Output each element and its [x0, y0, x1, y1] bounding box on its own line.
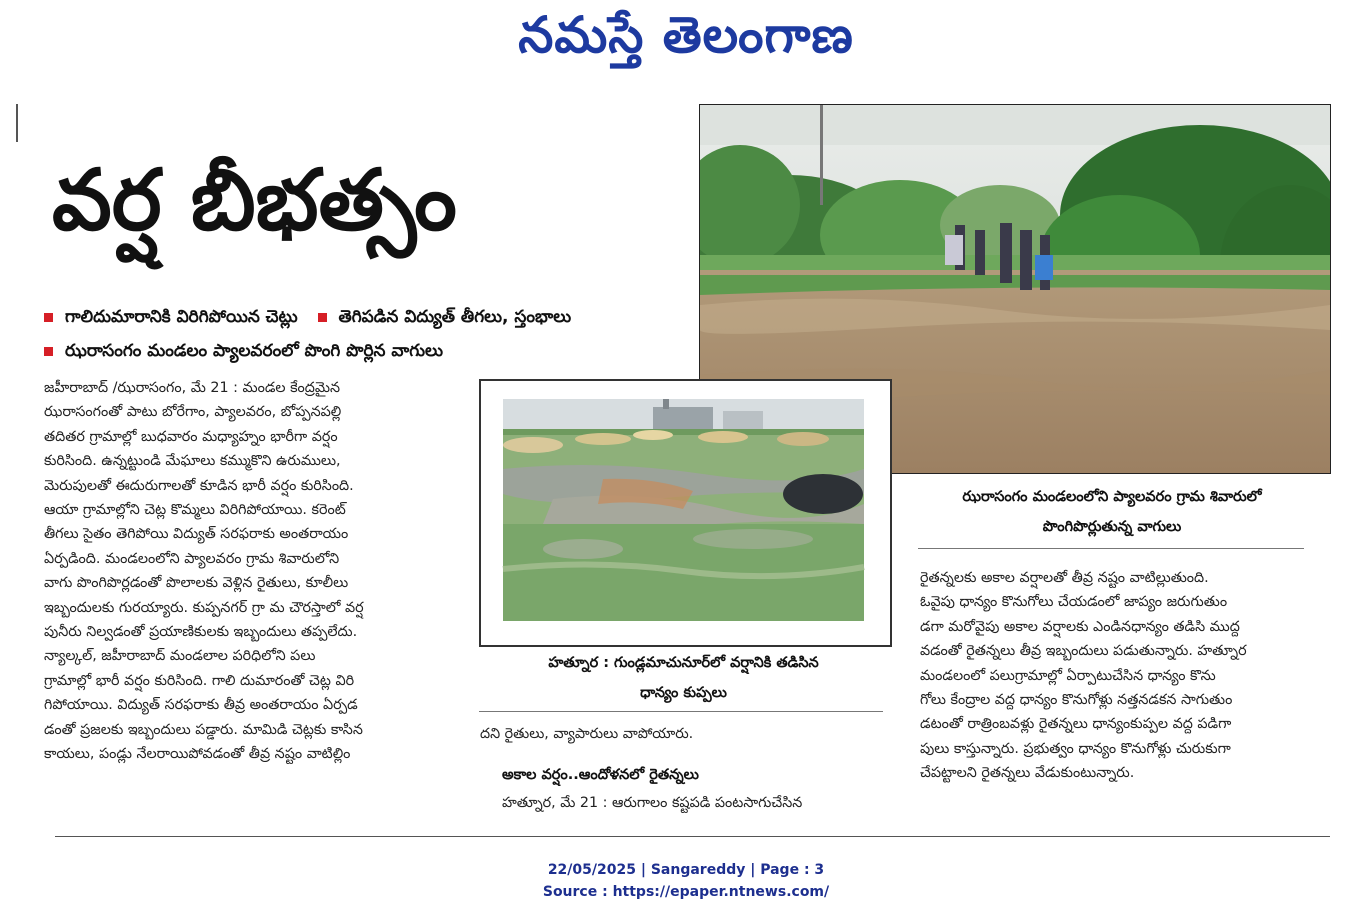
subhead-body: హత్నూర, మే 21 : ఆరుగాలం కష్టపడి పంటసాగుచేసిన — [502, 795, 803, 811]
bullet-square-icon — [44, 347, 53, 356]
middle-caption-divider — [479, 711, 883, 712]
bullet-text: తెగిపడిన విద్యుత్ తీగలు, స్తంభాలు — [338, 307, 572, 327]
body-column-left: జహీరాబాద్ /ఝరాసంగం, మే 21 : మండల కేంద్రమైన ఝరాసంగంతో పాటు బోరేగాం, ప్యాలవరం, బోప్పనపల్లి తదితర గ్రామాల్లో బుధవారం మధ్యాహ్నం భారీగా వర్షం కురిసింది. ఉన్నట్టుండి మేఘాలు కమ్ముకొని ఉరుములు, మెరుపులతో ఈదురుగాలతో కూడిన భారీ వర్షం కురిసింది. ఆయా గ్రామాల్లోని చెట్ల కొమ్మలు విరిగిపోయాయి. కరెంట్ తీగలు సైతం తెగిపోయి విద్యుత్ సరఫరాకు అంతరాయం ఏర్పడింది. మండలంలోని ప్యాలవరం గ్రామ శివారులోని వాగు పొంగిపొర్లడంతో పొలాలకు వెళ్లిన రైతులు, కూలీలు ఇబ్బందులకు గురయ్యారు. కుప్పనగర్ గ్రా మ చౌరస్తాలో వర్ష పునీరు నిల్వడంతో ప్రయాణికులకు ఇబ్బందులు తప్పలేదు. న్యాల్కల్, జహీరాబాద్ మండలాల పరిధిలోని పలు గ్రామాల్లో భారీ వర్షం కురిసింది. గాలి దుమారంతో చెట్ల విరి గిపోయాయి. విద్యుత్ సరఫరాకు తీవ్ర అంతరాయం ఏర్పడ డంతో ప్రజలకు ఇబ్బందులు పడ్డారు. మామిడి చెట్లకు కాసిన కాయలు, పండ్లు నేలరాయిపోవడంతో తీవ్ర నష్టం వాటిల్లిం — [44, 380, 364, 763]
middle-photo-caption: హత్నూర : గుండ్లమాచునూర్‌లో వర్షానికి తడిసిన ధాన్యం కుప్పలు — [548, 655, 819, 701]
right-caption-divider — [918, 548, 1304, 549]
subhead: అకాల వర్షం..ఆందోళనలో రైతన్నలు — [502, 767, 699, 783]
body-column-right: రైతన్నలకు అకాల వర్షాలతో తీవ్ర నష్టం వాటిల్లుతుంది. ఓవైపు ధాన్యం కొనుగోలు చేయడంలో జాప్యం జరుగుతుం డగా మరోవైపు అకాల వర్షాలకు ఎండినధాన్యం తడిసి ముద్ద వడంతో రైతన్నలు తీవ్ర ఇబ్బందులు పడుతున్నారు. హత్నూర మండలంలో పలుగ్రామాల్లో ఏర్పాటుచేసిన ధాన్యం కొను గోలు కేంద్రాల వద్ద ధాన్యం కొనుగోళ్లు నత్తనడకన సాగుతుం డటంతో రాత్రింబవళ్లు రైతన్నలు ధాన్యంకుప్పల వద్ద పడిగా పులు కాస్తున్నారు. ప్రభుత్వం ధాన్యం కొనుగోళ్లు చురుకుగా చేపట్టాలని రైతన్నలు వేడుకుంటున్నారు. — [920, 570, 1247, 782]
body-continuation: దని రైతులు, వ్యాపారులు వాపోయారు. — [480, 726, 694, 742]
headline: వర్ష బీభత్సం — [52, 151, 457, 249]
masthead-logo: నమస్తే తెలంగాణ — [518, 6, 854, 64]
grain-photo-image — [481, 381, 886, 641]
bullet-text: ఝరాసంగం మండలం ప్యాలవరంలో పొంగి పొర్లిన వాగులు — [65, 341, 443, 361]
footer-date-edition: 22/05/2025 | Sangareddy | Page : 3 — [547, 862, 825, 878]
right-photo-caption: ఝరాసంగం మండలంలోని ప్యాలవరం గ్రామ శివారులో పొంగిపొర్లుతున్న వాగులు — [962, 489, 1262, 535]
top-divider — [16, 104, 18, 142]
bottom-divider — [55, 836, 1330, 837]
bullet-row-2 — [44, 341, 443, 365]
grain-photo — [479, 379, 892, 647]
bullet-row-1 — [44, 307, 571, 331]
bullet-text: గాలిదుమారానికి విరిగిపోయిన చెట్లు — [65, 307, 298, 327]
bullet-square-icon — [318, 313, 327, 322]
footer-source: Source : https://epaper.ntnews.com/ — [542, 884, 830, 900]
bullet-square-icon — [44, 313, 53, 322]
